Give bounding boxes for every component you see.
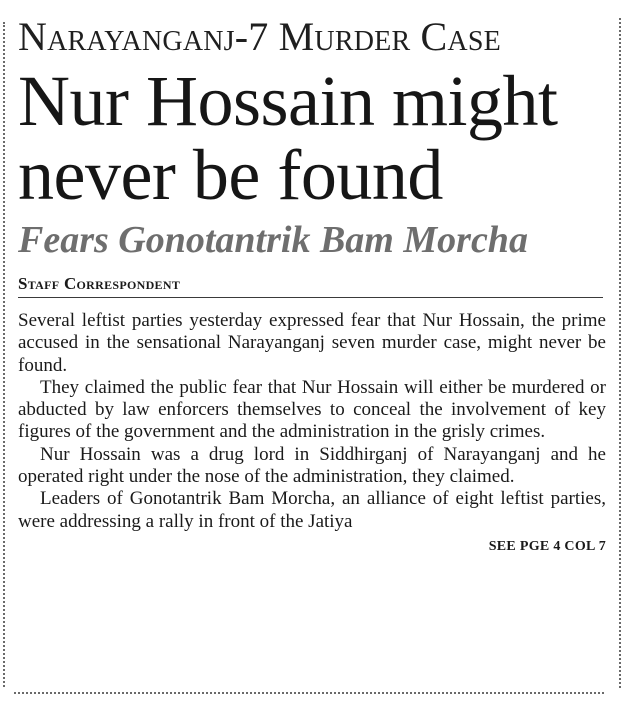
body-paragraph-4: Leaders of Gonotantrik Bam Morcha, an alliance of eight leftist parties, were addressing a rally in front of the Jatiya bbox=[18, 488, 606, 532]
headline-line-2: never be found bbox=[18, 135, 443, 215]
body-paragraph-3: Nur Hossain was a drug lord in Siddhirganj of Narayanganj and he operated right under the nose of the administration, they claimed. bbox=[18, 443, 606, 488]
right-dotted-border bbox=[619, 18, 621, 688]
headline-line-1: Nur Hossain might bbox=[18, 61, 558, 141]
body-paragraph-2: They claimed the public fear that Nur Hossain will either be murdered or abducted by law enforcers themselves to conceal the involvement of key figures of the government and the administration in the grisly crimes. bbox=[18, 376, 606, 443]
article-headline bbox=[18, 61, 608, 215]
bottom-dotted-border bbox=[14, 692, 604, 694]
article-byline: Staff Correspondent bbox=[18, 274, 603, 298]
continued-on-page-reference: SEE PGE 4 COL 7 bbox=[488, 538, 606, 554]
article-subheadline: Fears Gonotantrik Bam Morcha bbox=[18, 219, 528, 261]
article-body bbox=[18, 310, 606, 533]
news-article bbox=[18, 14, 608, 555]
left-dotted-border bbox=[3, 22, 5, 687]
body-paragraph-1: Several leftist parties yesterday expressed fear that Nur Hossain, the prime accused in the sensational Narayanganj seven murder case, might never be found. bbox=[18, 310, 606, 376]
article-kicker: Narayanganj-7 Murder Case bbox=[18, 14, 501, 59]
